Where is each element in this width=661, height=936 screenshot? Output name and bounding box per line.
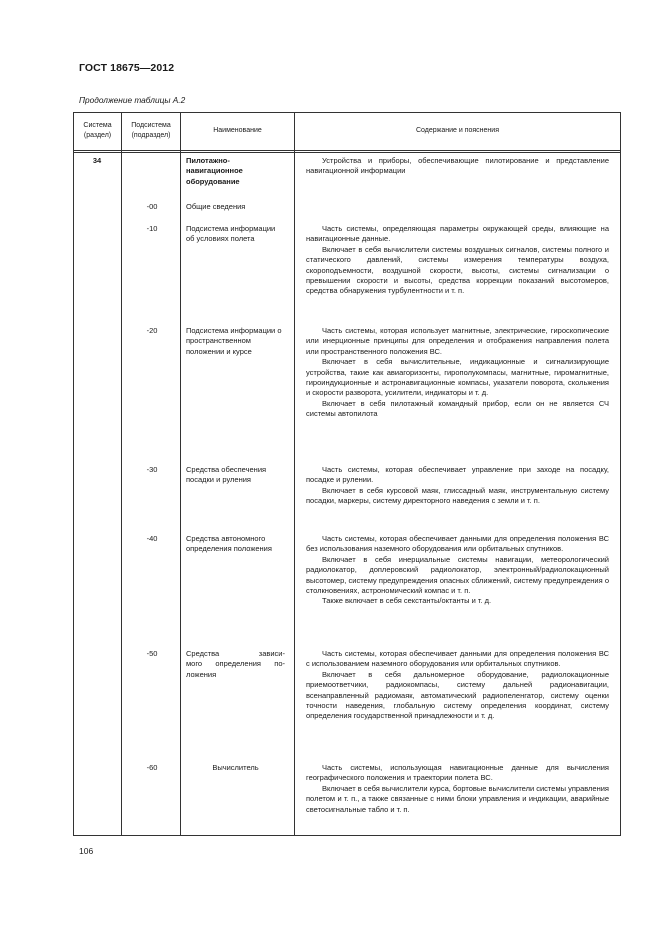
table-border-top [73,112,621,113]
row-content [306,763,609,815]
row-paragraph: Включает в себя инерциальные системы навигации, метеорологический радиолокатор, доплеровский радиолокатор, электронный/радиолокационный высотомер, систему предупреждения опасных сближений, систему предупреждения о столкновениях, астрономический компас и т. п. [306,554,609,596]
row-content [306,224,609,297]
table [73,112,621,836]
row-paragraph: Часть системы, которая использует магнитные, электрические, гироскопические или инерционные принципы для определения и отображения направления полета или пространственного положения ВС. [306,326,609,356]
row-paragraph: Включает в себя вычислители курса, бортовые вычислители системы управления полетом и т. п., а также связанные с ними блоки управления и индикации, аварийные светосигнальные табло и т. п. [306,783,609,814]
row-name: Подсистема информации о пространственном положении и курсе [186,326,282,356]
row-name: Общие сведения [186,202,246,211]
row-paragraph: Включает в себя вычислители системы воздушных сигналов, системы полного и статического давлений, системы измерения температуры воздуха, скороподъемности, воздушной скорости, высоты, системы сигнализации о превышении скорости и высоты, средства коррекции показаний высотомеров, средства обнаружения турбулентности и т. п. [306,244,609,296]
row-content [306,465,609,507]
row-name: Подсистема информации об условиях полета [186,224,276,244]
row-subsystem-code: -60 [146,763,158,772]
row-name: Средства автономного определения положения [186,534,272,554]
name-line: Средства зависи- [186,649,285,658]
column-rule [620,112,621,836]
page-number: 106 [79,846,94,856]
row-paragraph: Часть системы, определяющая параметры окружающей среды, влияющие на навигационные данные. [306,224,609,244]
row-subsystem-code: -50 [146,649,158,658]
name-line: мого определения по- [186,659,285,669]
row-subsystem-code: -10 [146,224,158,233]
row-name: Пилотажно-навигационное оборудование [186,156,243,186]
row-paragraph: Включает в себя вычислительные, индикационные и сигнализирующие устройства, такие как авиагоризонты, гирополукомпасы, магнитные, гиромагнитные, гироиндукционные и астронавигационные компасы, указатели поворота, скольжения и скорости разворота, усилители, индикаторы и т. д. [306,357,609,398]
row-paragraph: Включает в себя дальномерное оборудование, радиолокационные приемоответчики, радиокомпасы, систему дальней радионавигации, всенаправленный радиомаяк, автоматический радиопеленгатор, систему оценки точности наведения, глобальную систему определения координат, систему определения государственной принадлежности и т. д. [306,669,609,721]
row-paragraph: Включает в себя пилотажный командный прибор, если он не является СЧ системы автопилота [306,398,609,419]
table-caption: Продолжение таблицы А.2 [79,95,186,105]
column-rule [180,112,181,836]
row-subsystem-code: -40 [146,534,158,543]
row-content [306,156,609,177]
row-paragraph: Устройства и приборы, обеспечивающие пилотирование и представление навигационной информации [306,156,609,176]
row-subsystem-code: -00 [146,202,158,211]
row-subsystem-code: -30 [146,465,158,474]
row-name: Вычислитель [212,763,259,772]
header-divider [73,150,621,151]
row-subsystem-code: -20 [146,326,158,335]
row-paragraph: Часть системы, которая обеспечивает данными для определения положения ВС с использованием наземного оборудования или орбитальных спутников. [306,649,609,669]
row-paragraph: Часть системы, которая обеспечивает данными для определения положения ВС без использования наземного оборудования или орбитальных спутников. [306,534,609,554]
row-paragraph: Часть системы, использующая навигационные данные для вычисления географического положения и траектории полета ВС. [306,763,609,783]
row-system-code: 34 [92,156,102,165]
column-rule [121,112,122,836]
header-subsystem: Подсистема (подраздел) [131,122,171,139]
table-border-bottom [73,835,621,836]
row-paragraph: Включает в себя курсовой маяк, глиссадный маяк, инструментальную систему посадки, маркеры, систему директорного наведения с земли и т. п. [306,485,609,506]
row-paragraph: Также включает в себя секстанты/октанты и т. д. [322,596,492,606]
row-content [306,326,609,420]
name-line: ложения [186,669,217,679]
row-content [306,649,609,722]
header-name: Наименование [213,127,262,134]
header-content: Содержание и пояснения [415,127,499,134]
row-paragraph: Часть системы, которая обеспечивает управление при заходе на посадку, посадке и рулении. [306,465,609,485]
standard-header: ГОСТ 18675—2012 [79,62,175,74]
column-rule [73,112,74,836]
column-rule [294,112,295,836]
header-system: Система (раздел) [83,122,112,139]
row-name [186,649,285,680]
row-name: Средства обеспечения посадки и руления [186,465,267,485]
header-divider-double [73,152,621,153]
row-content [306,534,609,607]
